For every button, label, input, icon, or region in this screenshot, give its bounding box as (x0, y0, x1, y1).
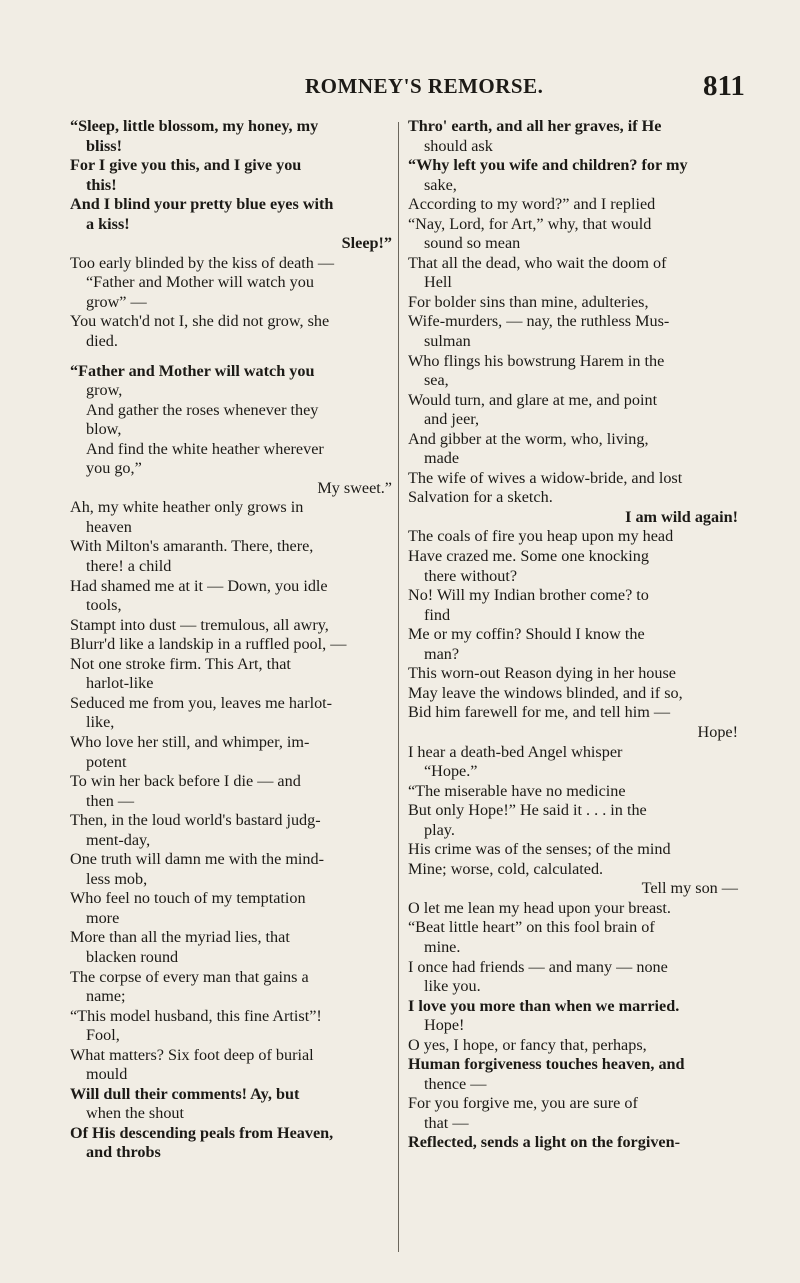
verse-line: You watch'd not I, she did not grow, she (70, 312, 330, 331)
verse-line: Had shamed me at it — Down, you idle (70, 576, 328, 595)
verse-line: That all the dead, who wait the doom of (408, 253, 667, 272)
verse-line: sound so mean (424, 234, 521, 253)
verse-line: To win her back before I die — and (70, 772, 301, 791)
page-header (0, 70, 800, 110)
verse-line: Mine; worse, cold, calculated. (408, 859, 604, 878)
verse-line: find (424, 605, 451, 624)
verse-line: But only Hope!” He said it . . . in the (408, 801, 647, 820)
verse-line: According to my word?” and I replied (408, 195, 656, 214)
verse-line: The wife of wives a widow-bride, and lost (408, 468, 683, 487)
verse-line: With Milton's amaranth. There, there, (70, 537, 314, 556)
verse-line: more (86, 908, 120, 927)
verse-line: Seduced me from you, leaves me harlot- (70, 693, 333, 712)
verse-line: like you. (424, 977, 481, 996)
verse-line: Blurr'd like a landskip in a ruffled pool, — (70, 635, 347, 654)
verse-line: I am wild again! (625, 507, 738, 526)
verse-line: This worn-out Reason dying in her house (408, 664, 676, 683)
verse-line: Hell (424, 273, 452, 292)
verse-line: Of His descending peals from Heaven, (70, 1123, 334, 1142)
verse-line: mould (86, 1065, 128, 1084)
verse-line: Sleep!” (341, 234, 392, 253)
verse-line: For you forgive me, you are sure of (408, 1094, 638, 1113)
verse-line: harlot-like (86, 674, 154, 693)
column-divider (398, 122, 399, 1252)
verse-line: I once had friends — and many — none (408, 957, 668, 976)
verse-line: and throbs (86, 1143, 161, 1162)
verse-line: made (424, 449, 460, 468)
verse-line: Who feel no touch of my temptation (70, 889, 306, 908)
verse-line: Me or my coffin? Should I know the (408, 625, 645, 644)
verse-line: The corpse of every man that gains a (70, 967, 309, 986)
verse-line: ment-day, (86, 830, 151, 849)
verse-line: And find the white heather wherever (86, 439, 324, 458)
verse-line: you go,” (86, 459, 142, 478)
verse-line: a kiss! (86, 214, 130, 233)
verse-line: O yes, I hope, or fancy that, perhaps, (408, 1035, 647, 1054)
verse-line: grow, (86, 381, 123, 400)
verse-line: play. (424, 820, 455, 839)
verse-line: and jeer, (424, 410, 480, 429)
verse-line: No! Will my Indian brother come? to (408, 586, 649, 605)
verse-line: The coals of fire you heap upon my head (408, 527, 674, 546)
verse-line: tools, (86, 596, 122, 615)
verse-line: Reflected, sends a light on the forgiven- (408, 1133, 681, 1152)
running-title: ROMNEY'S REMORSE. (305, 74, 544, 98)
verse-line: Stampt into dust — tremulous, all awry, (70, 615, 329, 634)
verse-line: One truth will damn me with the mind- (70, 850, 325, 869)
verse-line: like, (86, 713, 115, 732)
verse-line: Then, in the loud world's bastard judg- (70, 811, 321, 830)
verse-line: when the shout (86, 1104, 185, 1123)
verse-line: died. (86, 332, 118, 351)
verse-line: Not one stroke firm. This Art, that (70, 654, 291, 673)
verse-line: What matters? Six foot deep of burial (70, 1045, 314, 1064)
verse-line: sake, (424, 175, 457, 194)
verse-line: His crime was of the senses; of the mind (408, 840, 671, 859)
verse-line: less mob, (86, 869, 148, 888)
verse-line: For I give you this, and I give you (70, 156, 302, 175)
verse-line: Who flings his bowstrung Harem in the (408, 351, 665, 370)
verse-line: Have crazed me. Some one knocking (408, 547, 649, 566)
verse-line: And gibber at the worm, who, living, (408, 429, 649, 448)
verse-line: potent (86, 752, 127, 771)
verse-line: blow, (86, 420, 122, 439)
verse-line: May leave the windows blinded, and if so, (408, 683, 683, 702)
verse-line: mine. (424, 937, 461, 956)
verse-line: that — (424, 1113, 469, 1132)
verse-line: “Hope.” (424, 762, 478, 781)
verse-line: should ask (424, 136, 493, 155)
verse-line: Wife-murders, — nay, the ruthless Mus- (408, 312, 670, 331)
verse-line: Would turn, and glare at me, and point (408, 390, 658, 409)
verse-line: grow” — (86, 292, 147, 311)
verse-line: I hear a death-bed Angel whisper (408, 742, 623, 761)
verse-line: Who love her still, and whimper, im- (70, 732, 310, 751)
verse-line: sea, (424, 371, 449, 390)
verse-line: O let me lean my head upon your breast. (408, 898, 671, 917)
verse-line: Human forgiveness touches heaven, and (408, 1055, 685, 1074)
verse-line: And gather the roses whenever they (86, 400, 319, 419)
verse-line: then — (86, 791, 135, 810)
verse-line: “Why left you wife and children? for my (408, 156, 688, 175)
verse-line: Fool, (86, 1026, 120, 1045)
verse-line: “Father and Mother will watch you (86, 273, 314, 292)
verse-line: bliss! (86, 136, 122, 155)
verse-line: heaven (86, 517, 132, 536)
verse-line: Too early blinded by the kiss of death — (70, 253, 335, 272)
verse-line: this! (86, 175, 117, 194)
verse-line: there! a child (86, 557, 172, 576)
verse-line: Thro' earth, and all her graves, if He (408, 117, 662, 135)
verse-line: And I blind your pretty blue eyes with (70, 195, 334, 214)
verse-line: “Nay, Lord, for Art,” why, that would (408, 214, 652, 233)
stanza-break (70, 352, 392, 362)
verse-line: Hope! (424, 1016, 465, 1035)
verse-line: man? (424, 644, 460, 663)
verse-line: blacken round (86, 947, 179, 966)
verse-line: Will dull their comments! Ay, but (70, 1084, 300, 1103)
verse-line: “Sleep, little blossom, my honey, my (70, 117, 319, 135)
verse-line: More than all the myriad lies, that (70, 928, 290, 947)
verse-line: Bid him farewell for me, and tell him — (408, 703, 671, 722)
left-column (70, 117, 392, 1163)
verse-line: “Beat little heart” on this fool brain of (408, 918, 655, 937)
right-column (408, 117, 738, 1153)
verse-line: For bolder sins than mine, adulteries, (408, 292, 649, 311)
verse-line: “This model husband, this fine Artist”! (70, 1006, 322, 1025)
verse-line: thence — (424, 1074, 487, 1093)
verse-line: name; (86, 987, 126, 1006)
verse-line: sulman (424, 332, 471, 351)
verse-line: Salvation for a sketch. (408, 488, 553, 507)
verse-line: My sweet.” (317, 478, 392, 497)
verse-line: there without? (424, 566, 518, 585)
verse-line: I love you more than when we married. (408, 996, 680, 1015)
verse-line: “The miserable have no medicine (408, 781, 626, 800)
verse-line: Hope! (697, 722, 738, 741)
verse-line: Ah, my white heather only grows in (70, 498, 304, 517)
verse-line: “Father and Mother will watch you (70, 361, 315, 380)
verse-line: Tell my son — (641, 879, 738, 898)
page-number: 811 (703, 70, 745, 102)
